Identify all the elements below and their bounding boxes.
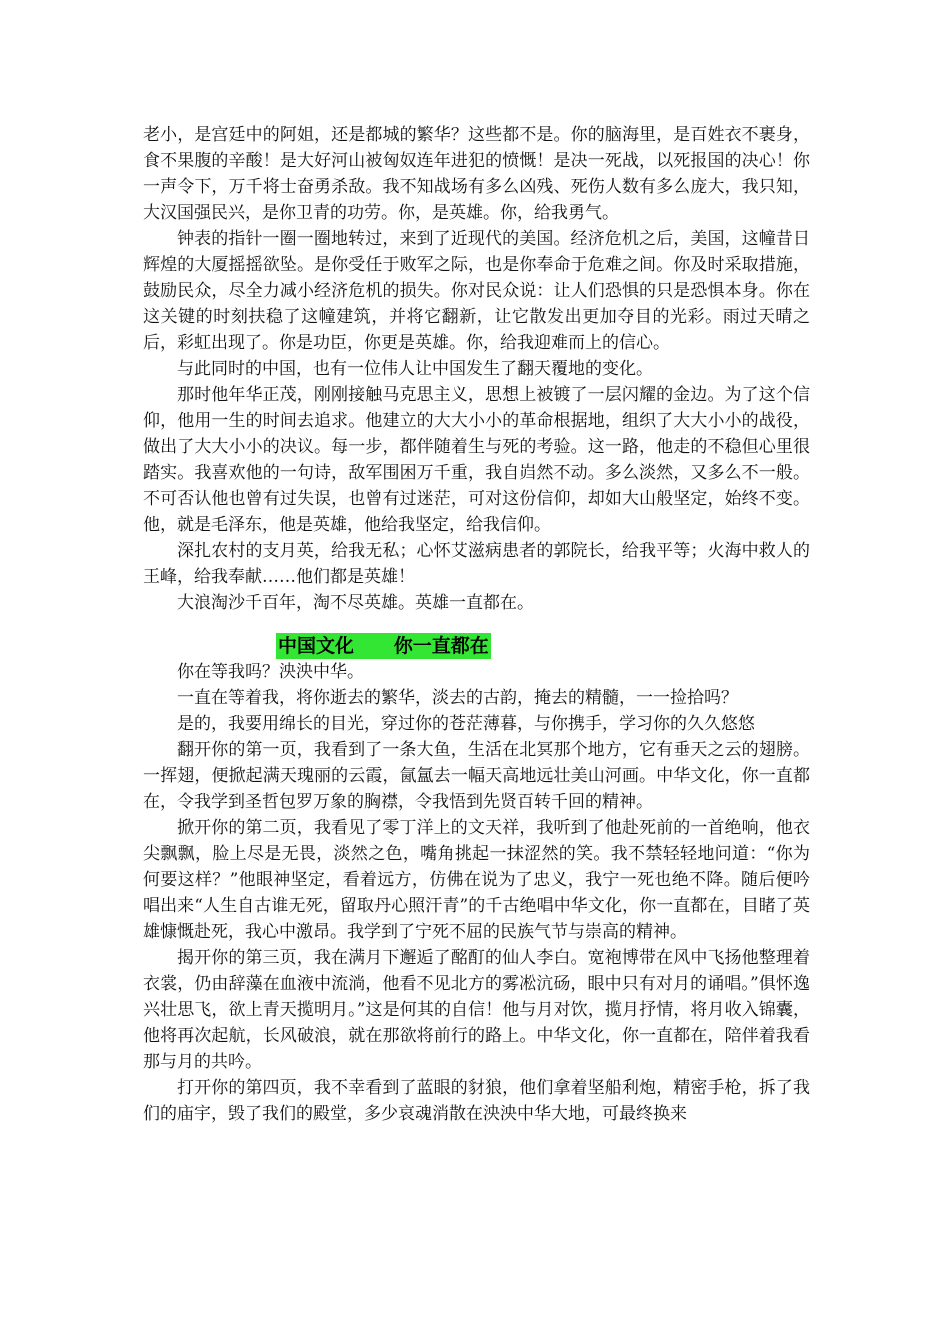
paragraph: 钟表的指针一圈一圈地转过，来到了近现代的美国。经济危机之后，美国，这幢昔日辉煌的大厦摇摇欲坠。是你受任于败军之际，也是你奉命于危难之间。你及时采取措施，鼓励民众，尽全力减小经济危机的损失。你对民众说：让人们恐惧的只是恐惧本身。你在这关键的时刻扶稳了这幢建筑，并将它翻新，让它散发出更加夺目的光彩。雨过天晴之后，彩虹出现了。你是功臣，你更是英雄。你，给我迎难而上的信心。 <box>143 229 810 353</box>
paragraph: 翻开你的第一页，我看到了一条大鱼，生活在北冥那个地方，它有垂天之云的翅膀。一挥翅，便掀起满天瑰丽的云霞，氤氲去一幅天高地远壮美山河画。中华文化，你一直都在，令我学到圣哲包罗万象的胸襟，令我悟到先贤百转千回的精神。 <box>143 740 810 812</box>
section-heading: 中国文化 你一直都在 <box>278 635 489 657</box>
paragraph: 打开你的第四页，我不幸看到了蓝眼的豺狼，他们拿着坚船利炮，精密手枪，拆了我们的庙宇，毁了我们的殿堂，多少哀魂消散在泱泱中华大地，可最终换来 <box>143 1078 810 1124</box>
document-body <box>143 122 810 1127</box>
paragraph: 是的，我要用绵长的目光，穿过你的苍茫薄暮，与你携手，学习你的久久悠悠 <box>177 714 755 734</box>
paragraph: 与此同时的中国，也有一位伟人让中国发生了翻天覆地的变化。 <box>177 359 653 379</box>
paragraph: 掀开你的第二页，我看见了零丁洋上的文天祥，我听到了他赴死前的一首绝响，他衣尖飘飘，脸上尽是无畏，淡然之色，嘴角挑起一抹涩然的笑。我不禁轻轻地问道：“你为何要这样？”他眼神坚定，看着远方，仿佛在说为了忠义，我宁一死也绝不降。随后便吟唱出来“人生自古谁无死，留取丹心照汗青”的千古绝唱中华文化，你一直都在，目睹了英雄慷慨赴死，我心中激昂。我学到了宁死不屈的民族气节与崇高的精神。 <box>143 818 810 942</box>
paragraph: 老小，是宫廷中的阿姐，还是都城的繁华？这些都不是。你的脑海里，是百姓衣不裹身，食不果腹的辛酸！是大好河山被匈奴连年进犯的愤慨！是决一死战，以死报国的决心！你一声令下，万千将士奋勇杀敌。我不知战场有多么凶残、死伤人数有多么庞大，我只知，大汉国强民兴，是你卫青的功劳。你，是英雄。你，给我勇气。 <box>143 125 810 223</box>
paragraph: 一直在等着我，将你逝去的繁华，淡去的古韵，掩去的精髓，一一捡拾吗？ <box>177 688 738 708</box>
paragraph: 大浪淘沙千百年，淘不尽英雄。英雄一直都在。 <box>177 593 534 613</box>
section-heading-row <box>143 633 810 659</box>
paragraph: 那时他年华正茂，刚刚接触马克思主义，思想上被镀了一层闪耀的金边。为了这个信仰，他用一生的时间去追求。他建立的大大小小的革命根据地，组织了大大小小的战役，做出了大大小小的决议。每一步，都伴随着生与死的考验。这一路，他走的不稳但心里很踏实。我喜欢他的一句诗，敌军围困万千重，我自岿然不动。多么淡然，又多么不一般。不可否认他也曾有过失误，也曾有过迷茫，可对这份信仰，却如大山般坚定，始终不变。他，就是毛泽东，他是英雄，他给我坚定，给我信仰。 <box>143 385 810 535</box>
paragraph: 揭开你的第三页，我在满月下邂逅了酩酊的仙人李白。宽袍博带在风中飞扬他整理着衣裳，仍由辞藻在血液中流淌，他看不见北方的雾凇沆砀，眼中只有对月的诵唱。”俱怀逸兴壮思飞，欲上青天揽明月。”这是何其的自信！他与月对饮，揽月抒情，将月收入锦囊，他将再次起航，长风破浪，就在那欲将前行的路上。中华文化，你一直都在，陪伴着我看那与月的共吟。 <box>143 948 810 1072</box>
paragraph: 你在等我吗？泱泱中华。 <box>177 662 364 682</box>
paragraph: 深扎农村的支月英，给我无私；心怀艾滋病患者的郭院长，给我平等；火海中救人的王峰，给我奉献……他们都是英雄！ <box>143 541 810 587</box>
